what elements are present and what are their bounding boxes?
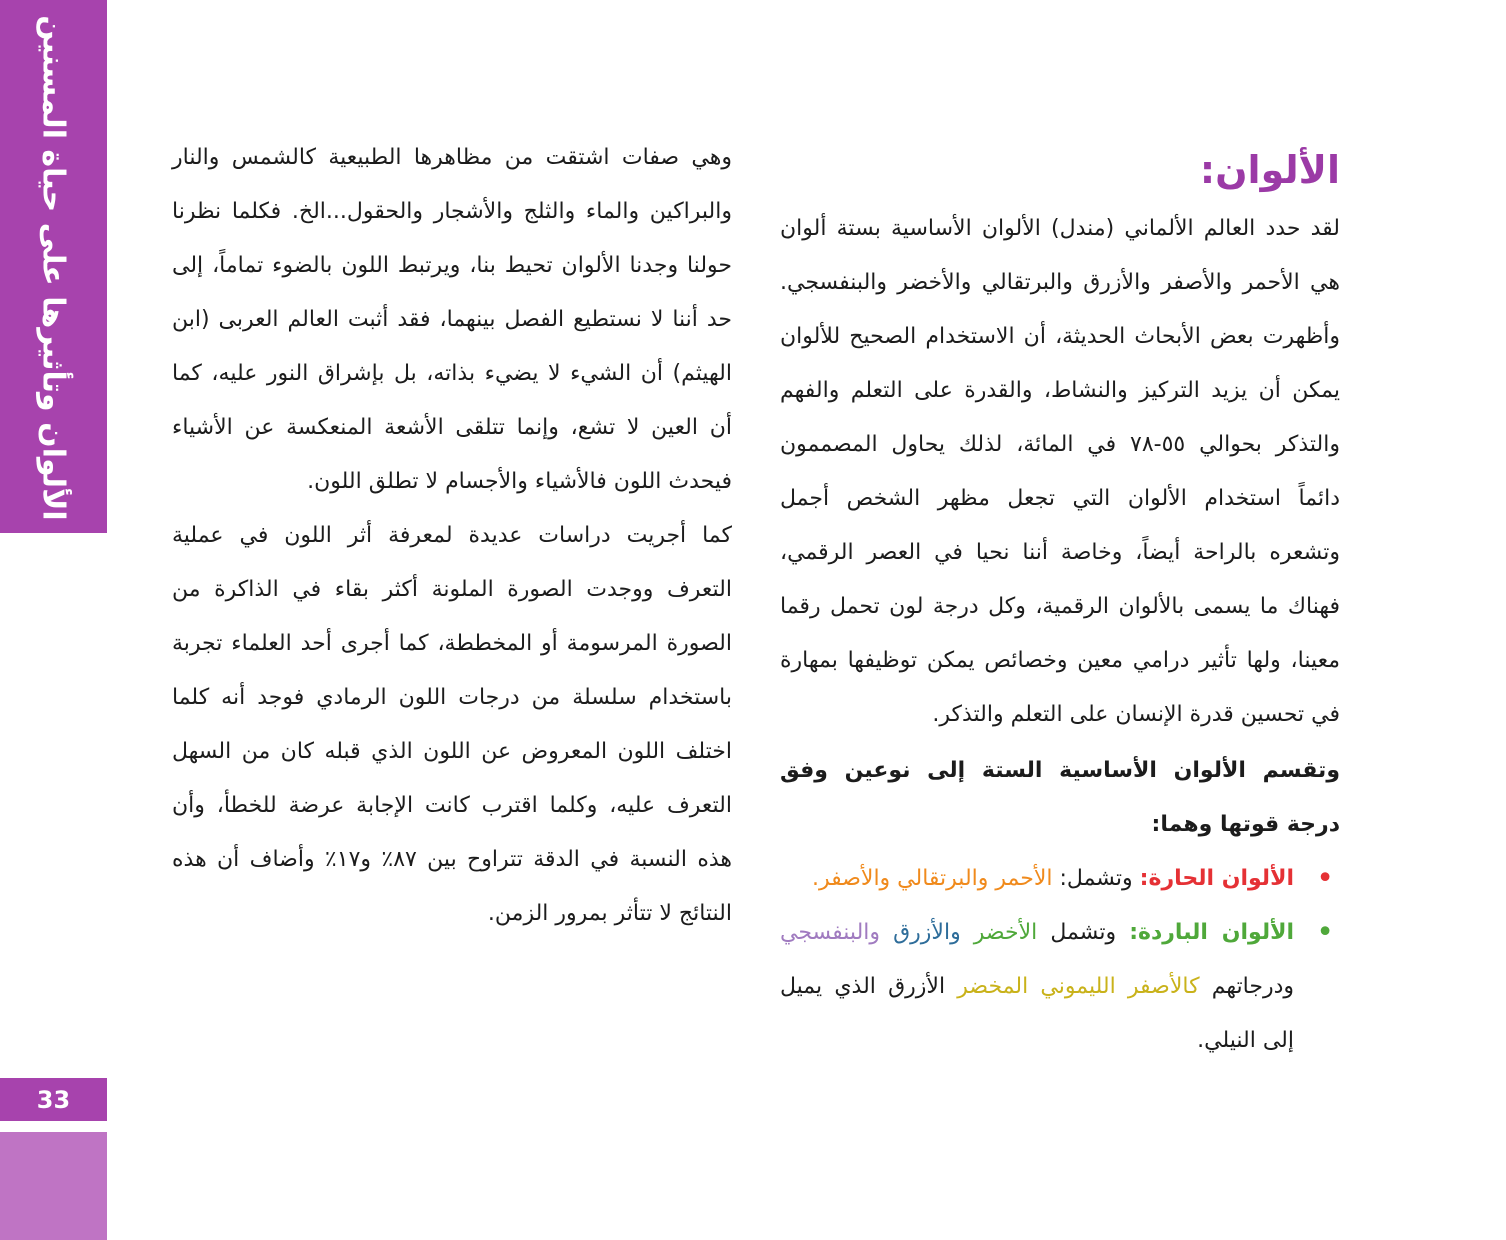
classification-subheading: وتقسم الألوان الأساسية الستة إلى نوعين وفق درجة قوتها وهما:	[780, 758, 1340, 837]
intro-paragraph: لقد حدد العالم الألماني (مندل) الألوان الأساسية بستة ألوان هي الأحمر والأصفر والأزرق والبرتقالي والأخضر والبنفسجي. وأظهرت بعض الأبحاث الحديثة، أن الاستخدام الصحيح للألوان يمكن أن يزيد التركيز والنشاط، والقدرة على التعلم والفهم والتذكر بحوالي ٥٥-٧٨ في المائة، لذلك يحاول المصممون دائماً استخدام الألوان التي تجعل مظهر الشخص أجمل وتشعره بالراحة أيضاً، وخاصة أننا نحيا في العصر الرقمي، فهناك ما يسمى بالألوان الرقمية، وكل درجة لون تحمل رقما معينا، ولها تأثير درامي معين وخصائص يمكن توظيفها بمهارة في تحسين قدرة الإنسان على التعلم والتذكر.	[780, 216, 1340, 727]
bottom-band	[0, 1132, 107, 1240]
warm-connector: وتشمل:	[1059, 866, 1133, 891]
list-item	[780, 852, 1340, 906]
perception-paragraph: وهي صفات اشتقت من مظاهرها الطبيعية كالشمس والنار والبراكين والماء والثلج والأشجار والحقول...الخ. فكلما نظرنا حولنا وجدنا الألوان تحيط بنا، ويرتبط اللون بالضوء تماماً، إلى حد أننا لا نستطيع الفصل بينهما، فقد أثبت العالم العربى (ابن الهيثم) أن الشيء لا يضيء بذاته، بل بإشراق النور عليه، كما أن العين لا تشع، وإنما تتلقى الأشعة المنعكسة عن الأشياء فيحدث اللون فالأشياء والأجسام لا تطلق اللون.	[172, 145, 732, 494]
list-item	[780, 906, 1340, 1068]
left-column	[172, 131, 732, 941]
cool-connector: وتشمل	[1050, 920, 1117, 945]
warm-colors-values: الأحمر والبرتقالي والأصفر.	[811, 866, 1053, 891]
cool-green: الأخضر	[973, 920, 1038, 945]
page-number: 33	[0, 1078, 107, 1121]
side-band	[0, 0, 107, 533]
warm-colors-label: الألوان الحارة:	[1139, 866, 1294, 891]
cool-connector-2: ودرجاتهم	[1211, 974, 1294, 999]
cool-blue: والأزرق	[893, 920, 961, 945]
running-title: الألوان وتأثيرها على حياة المسنين	[35, 15, 71, 521]
cool-violet: والبنفسجي	[780, 920, 881, 945]
cool-yellow: كالأصفر الليموني المخضر	[957, 974, 1200, 999]
studies-paragraph: كما أجريت دراسات عديدة لمعرفة أثر اللون في عملية التعرف ووجدت الصورة الملونة أكثر بقاء في الذاكرة من الصورة المرسومة أو المخططة، كما أجرى أحد العلماء تجربة باستخدام سلسلة من درجات اللون الرمادي فوجد أنه كلما اختلف اللون المعروض عن اللون الذي قبله كان من السهل التعرف عليه، وكلما اقترب كانت الإجابة عرضة للخطأ، وأن هذه النسبة في الدقة تتراوح بين ٨٧٪ و١٧٪ وأضاف أن هذه النتائج لا تتأثر بمرور الزمن.	[172, 523, 732, 926]
section-heading: الألوان:	[1199, 148, 1340, 192]
color-types-list	[780, 852, 1340, 1068]
cool-rest: الأزرق الذي يميل إلى النيلي.	[780, 974, 1294, 1053]
right-column	[780, 202, 1340, 1068]
cool-colors-label: الألوان الباردة:	[1129, 920, 1294, 945]
bullet-icon: •	[1316, 915, 1334, 950]
bullet-icon: •	[1316, 861, 1334, 896]
